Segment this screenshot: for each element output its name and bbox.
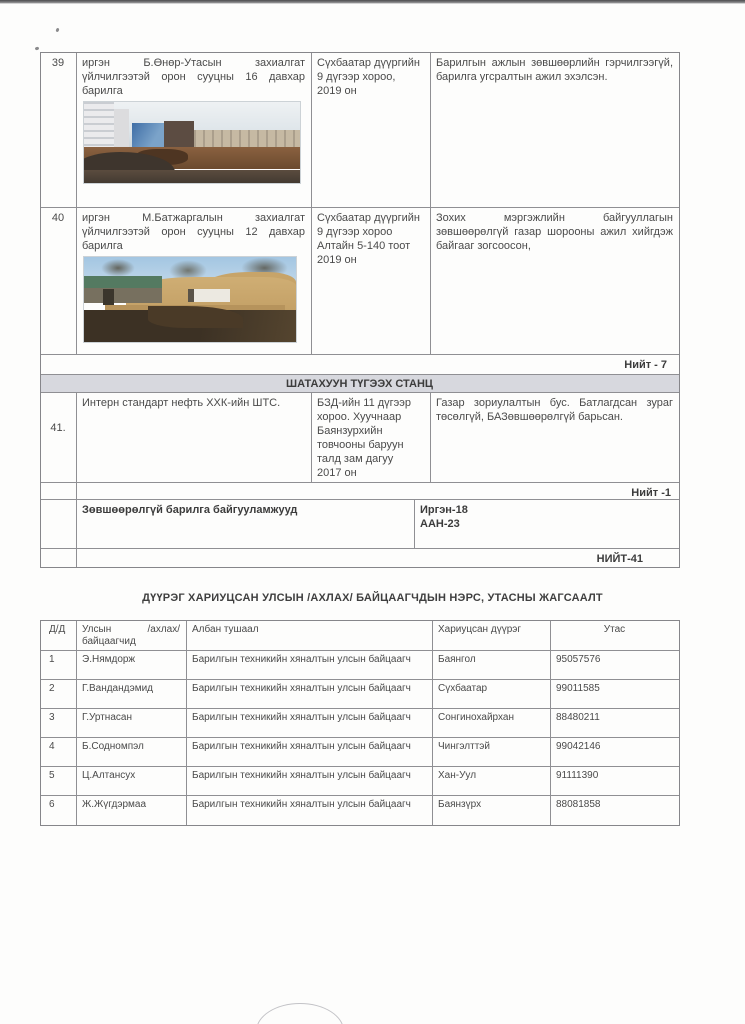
contact-phone: 88480211 [556, 712, 600, 723]
empty-cell [41, 549, 77, 567]
table-row-40 [41, 208, 679, 355]
location-year: 2019 он [317, 254, 357, 266]
contact-row [41, 796, 679, 825]
section-header-row [41, 375, 679, 393]
total-label: Нийт - 7 [624, 359, 667, 371]
section-header-label: ШАТАХУУН ТҮГЭЭХ СТАНЦ [41, 375, 679, 392]
contact-row [41, 651, 679, 680]
header-district: Хариуцсан дүүрэг [433, 621, 551, 650]
contact-name: Г.Уртнасан [77, 709, 187, 737]
header-phone: Утас [603, 624, 626, 635]
location-address: БЗД-ийн 11 дүгээр хороо. Хуучнаар Баянзурхийн товчооны баруун талд зам дагуу [317, 397, 412, 465]
location-year: 2019 он [317, 85, 357, 97]
unauthorized-counts [415, 500, 679, 548]
unauthorized-label: Зөвшөөрөлгүй барилга байгууламжууд [77, 500, 415, 548]
location-cell [312, 393, 431, 482]
contact-phone: 99042146 [556, 741, 601, 752]
contact-district: Сонгинохайрхан [433, 709, 551, 737]
description-text: иргэн М.Батжаргалын захиалгат үйлчилгээтэй орон сууцны 12 давхар барилга [82, 212, 305, 252]
description-text: Интерн стандарт нефть ХХК-ийн ШТС. [77, 393, 312, 482]
location-cell [312, 53, 431, 207]
contact-phone: 99011585 [556, 683, 600, 694]
photo-ground [84, 170, 300, 183]
total-row-fuel [41, 483, 679, 500]
contact-number: 5 [41, 767, 77, 795]
total-row-construction [41, 355, 679, 375]
contact-number: 4 [41, 738, 77, 766]
contact-district: Хан-Уул [433, 767, 551, 795]
description-cell [77, 53, 312, 207]
contact-position: Барилгын техникийн хяналтын улсын байцаагч [187, 651, 433, 679]
scan-edge-artifact [0, 0, 745, 4]
table-row-39 [41, 53, 679, 208]
photo-beige-buildings [194, 130, 300, 148]
grand-total-label: НИЙТ-41 [596, 553, 643, 565]
contact-district: Баянзүрх [433, 796, 551, 825]
inspection-table [40, 52, 680, 568]
result-text: Газар зориулалтын бус. Батлагдсан зураг төсөлгүй, БАЗөвшөөрөлгүй барьсан. [436, 397, 673, 423]
construction-site-photo-flooded [83, 101, 301, 184]
row-number: 40 [41, 208, 77, 354]
contact-phone: 91111390 [556, 770, 599, 781]
scan-speck [35, 47, 40, 51]
contacts-list-title: ДҮҮРЭГ ХАРИУЦСАН УЛСЫН /АХЛАХ/ БАЙЦААГЧДЫН НЭРС, УТАСНЫ ЖАГСААЛТ [142, 592, 603, 604]
faint-stamp-arc-artifact [256, 1003, 344, 1024]
location-address: Сүхбаатар дүүргийн 9 дүгээр хороо, [317, 57, 420, 83]
photo-excavation-shadow [148, 306, 243, 328]
contact-number: 3 [41, 709, 77, 737]
contact-position: Барилгын техникийн хяналтын улсын байцаагч [187, 738, 433, 766]
contact-name: Э.Нямдорж [77, 651, 187, 679]
contact-row [41, 738, 679, 767]
contact-name: Ж.Жүгдэрмаа [77, 796, 187, 825]
contact-phone: 88081858 [556, 799, 601, 810]
row-number: 41. [41, 393, 77, 482]
photo-dark-building [164, 121, 194, 148]
empty-cell [41, 483, 77, 499]
contacts-header-row [41, 621, 679, 651]
construction-site-photo-excavation [83, 256, 297, 343]
header-inspector: Улсын /ахлах/ байцаагчид [77, 621, 187, 650]
result-text: Барилгын ажлын зөвшөөрлийн гэрчилгээгүй, барилга угсралтын ажил эхэлсэн. [436, 57, 673, 83]
citizens-count: Иргэн-18 [420, 504, 468, 516]
contact-row [41, 680, 679, 709]
contact-position: Барилгын техникийн хяналтын улсын байцаагч [187, 709, 433, 737]
entities-count: ААН-23 [420, 518, 460, 530]
location-cell [312, 208, 431, 354]
contact-number: 6 [41, 796, 77, 825]
result-text: Зохих мэргэжлийн байгууллагын зөвшөөрөлгүй газар шорооны ажил хийгдэж байгааг зогсоосон, [436, 212, 673, 252]
description-text: иргэн Б.Өнөр-Утасын захиалгат үйлчилгээтэй орон сууцны 16 давхар барилга [82, 57, 305, 97]
header-position: Албан тушаал [187, 621, 433, 650]
contact-district: Сүхбаатар [433, 680, 551, 708]
photo-blue-glass-building [132, 123, 164, 147]
contact-position: Барилгын техникийн хяналтын улсын байцаагч [187, 767, 433, 795]
contact-name: Б.Содномпэл [77, 738, 187, 766]
contact-row [41, 767, 679, 796]
contact-phone: 95057576 [556, 654, 601, 665]
total-label: Нийт -1 [631, 487, 671, 499]
contact-row [41, 709, 679, 738]
empty-cell [41, 500, 77, 548]
contact-position: Барилгын техникийн хяналтын улсын байцаагч [187, 796, 433, 825]
table-row-41 [41, 393, 679, 483]
contact-number: 1 [41, 651, 77, 679]
grand-total-row [41, 549, 679, 567]
location-address: Сүхбаатар дүүргийн 9 дүгээр хороо Алтайн 5-140 тоот [317, 212, 420, 252]
contact-district: Баянгол [433, 651, 551, 679]
photo-white-building [114, 109, 129, 146]
photo-white-building [84, 102, 114, 147]
photo-trees [101, 259, 135, 278]
contact-name: Ц.Алтансух [77, 767, 187, 795]
contact-position: Барилгын техникийн хяналтын улсын байцаагч [187, 680, 433, 708]
contact-district: Чингэлттэй [433, 738, 551, 766]
photo-doorway [103, 289, 114, 304]
header-number: Д/Д [41, 621, 77, 650]
photo-white-building [194, 289, 230, 302]
contact-number: 2 [41, 680, 77, 708]
row-number: 39 [41, 53, 77, 207]
contacts-table [40, 620, 680, 826]
scan-speck [55, 28, 59, 33]
location-year: 2017 он [317, 467, 357, 479]
description-cell [77, 208, 312, 354]
contact-name: Г.Вандандэмид [77, 680, 187, 708]
unauthorized-summary-row [41, 500, 679, 549]
photo-green-roof-building [84, 276, 162, 303]
